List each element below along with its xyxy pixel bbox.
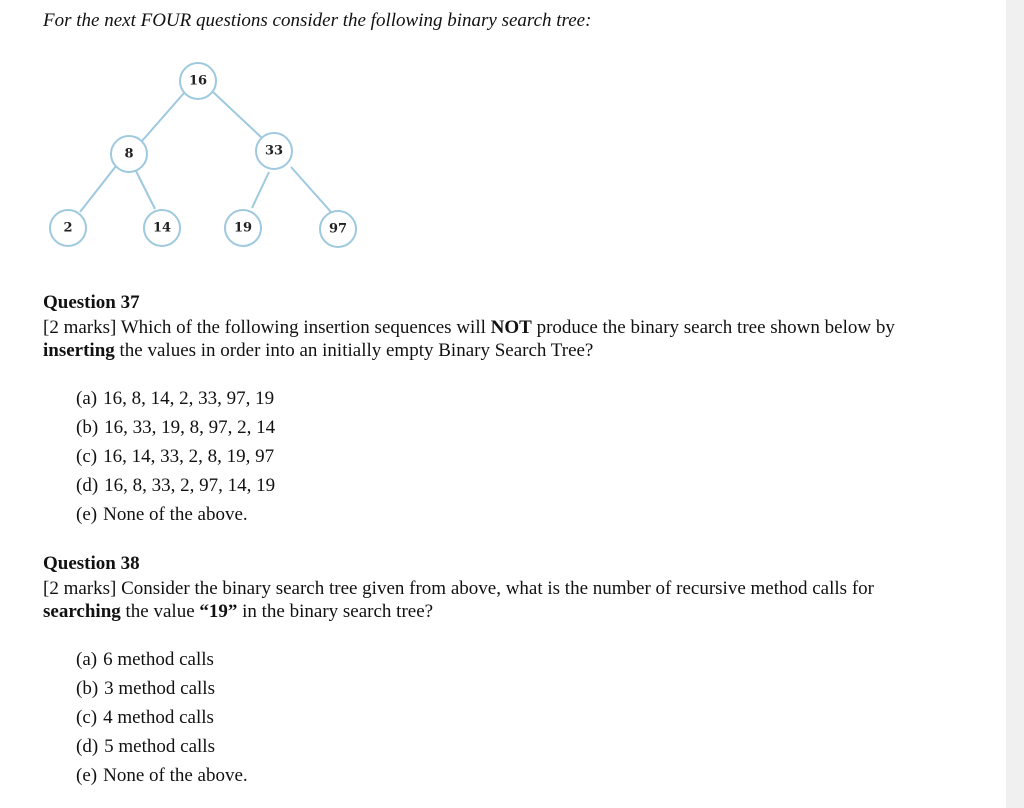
- right-edge-strip: [1006, 0, 1024, 808]
- option-text: 6 method calls: [103, 649, 214, 670]
- option-label: (b): [76, 417, 99, 438]
- option-label: (d): [76, 736, 99, 757]
- option-label: (e): [76, 765, 98, 786]
- tree-node-label-8: 8: [124, 146, 134, 162]
- tree-node-label-97: 97: [328, 221, 348, 237]
- q37-text-bold-not: NOT: [490, 317, 532, 338]
- q38-text-bold-19: “19”: [199, 601, 238, 622]
- option-label: (e): [76, 504, 98, 525]
- tree-node-label-2: 2: [63, 220, 73, 236]
- option-text: None of the above.: [103, 765, 248, 786]
- edge-8-14: [136, 171, 155, 209]
- option-text: None of the above.: [103, 504, 248, 525]
- q38-text-mid2: in the binary search tree?: [237, 601, 434, 622]
- q38-text-bold-searching: searching: [43, 601, 121, 622]
- tree-node-label-14: 14: [152, 220, 172, 236]
- edge-16-8: [142, 93, 184, 141]
- q38-option-d[interactable]: [76, 732, 248, 761]
- q38-text-prefix: [2 marks] Consider the binary search tree given from above, what is the number of recursive method calls for: [43, 578, 874, 599]
- option-label: (d): [76, 475, 99, 496]
- question-37-options: [76, 384, 275, 529]
- q38-text-mid1: the value: [120, 601, 200, 622]
- option-text: 16, 8, 33, 2, 97, 14, 19: [104, 475, 276, 496]
- question-38-title: Question 38: [43, 553, 140, 574]
- q37-text-bold-inserting: inserting: [43, 340, 115, 361]
- edge-33-19: [252, 172, 269, 208]
- tree-node-label-19: 19: [233, 220, 253, 236]
- q37-option-c[interactable]: [76, 442, 275, 471]
- option-label: (c): [76, 707, 98, 728]
- tree-node-label-16: 16: [188, 73, 208, 89]
- edge-16-33: [213, 92, 262, 138]
- q38-option-b[interactable]: [76, 674, 248, 703]
- q37-option-e[interactable]: [76, 500, 275, 529]
- option-text: 3 method calls: [104, 678, 215, 699]
- intro-text: For the next FOUR questions consider the following binary search tree:: [43, 10, 592, 31]
- tree-node-label-33: 33: [264, 143, 284, 159]
- edge-8-2: [80, 166, 116, 212]
- q38-option-e[interactable]: [76, 761, 248, 790]
- option-text: 16, 14, 33, 2, 8, 19, 97: [103, 446, 275, 467]
- q37-option-b[interactable]: [76, 413, 275, 442]
- question-38-text: [43, 577, 923, 623]
- option-label: (c): [76, 446, 98, 467]
- q38-option-c[interactable]: [76, 703, 248, 732]
- option-text: 4 method calls: [103, 707, 214, 728]
- option-label: (a): [76, 649, 98, 670]
- binary-search-tree-diagram: [40, 55, 380, 265]
- q37-option-d[interactable]: [76, 471, 275, 500]
- q37-text-mid1: produce the binary search tree shown below by: [531, 317, 895, 338]
- q37-option-a[interactable]: [76, 384, 275, 413]
- edge-33-97: [291, 167, 331, 212]
- question-37-title: Question 37: [43, 292, 140, 313]
- option-label: (b): [76, 678, 99, 699]
- option-text: 5 method calls: [104, 736, 215, 757]
- q38-option-a[interactable]: [76, 645, 248, 674]
- q37-text-prefix: [2 marks] Which of the following insertion sequences will: [43, 317, 491, 338]
- question-37-text: [43, 316, 923, 362]
- option-label: (a): [76, 388, 98, 409]
- q37-text-mid2: the values in order into an initially empty Binary Search Tree?: [114, 340, 594, 361]
- option-text: 16, 33, 19, 8, 97, 2, 14: [104, 417, 276, 438]
- option-text: 16, 8, 14, 2, 33, 97, 19: [103, 388, 275, 409]
- question-38-options: [76, 645, 248, 790]
